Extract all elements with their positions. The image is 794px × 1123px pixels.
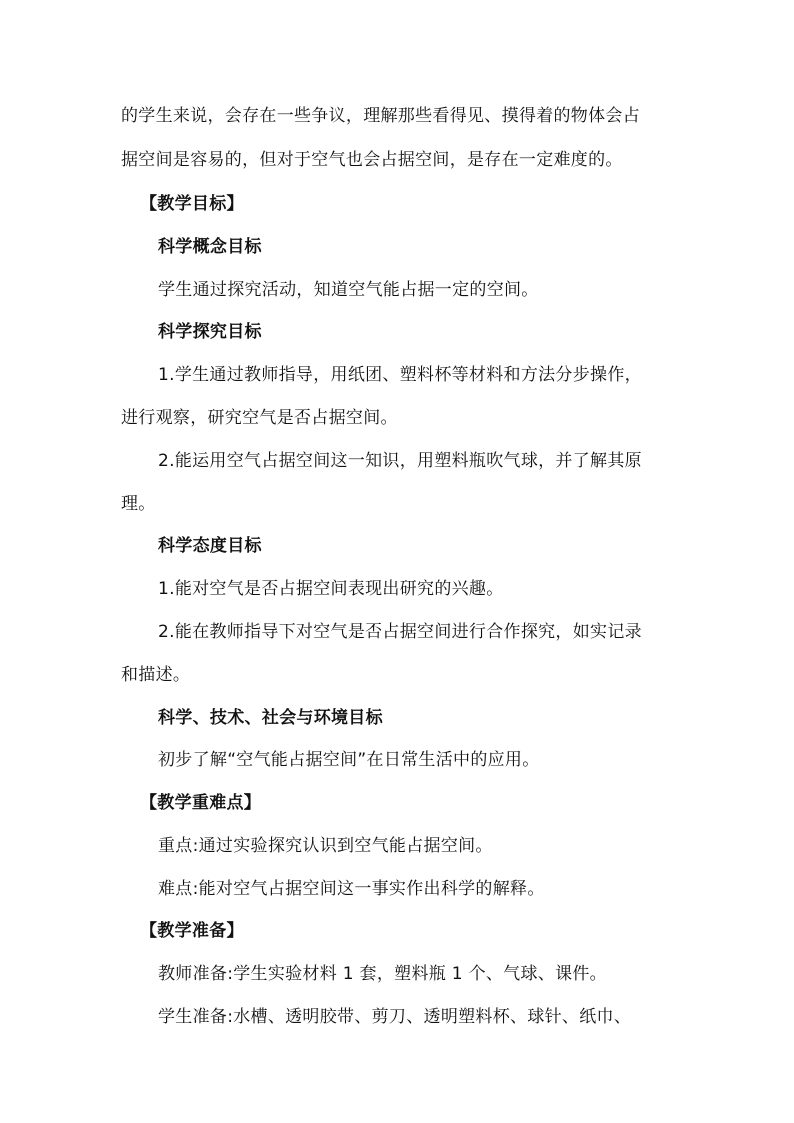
paragraph-line: 学生准备:水槽、透明胶带、剪刀、透明塑料杯、球针、纸巾、 bbox=[158, 1007, 632, 1027]
paragraph-line: 教师准备:学生实验材料 1 套，塑料瓶 1 个、气球、课件。 bbox=[158, 964, 607, 984]
paragraph-line: 进行观察，研究空气是否占据空间。 bbox=[121, 408, 398, 428]
subheading-attitude-objectives: 科学态度目标 bbox=[158, 536, 262, 556]
section-heading-teaching-objectives: 【教学目标】 bbox=[140, 194, 244, 214]
section-heading-key-points: 【教学重难点】 bbox=[140, 793, 262, 813]
paragraph-line: 初步了解“空气能占据空间”在日常生活中的应用。 bbox=[158, 750, 540, 770]
subheading-sts-objectives: 科学、技术、社会与环境目标 bbox=[158, 708, 383, 728]
subheading-inquiry-objectives: 科学探究目标 bbox=[158, 322, 262, 342]
paragraph-line: 1.学生通过教师指导，用纸团、塑料杯等材料和方法分步操作， bbox=[158, 365, 642, 385]
paragraph-line: 2.能运用空气占据空间这一知识，用塑料瓶吹气球，并了解其原 bbox=[158, 451, 642, 471]
subheading-concept-objectives: 科学概念目标 bbox=[158, 237, 262, 257]
paragraph-line: 2.能在教师指导下对空气是否占据空间进行合作探究，如实记录 bbox=[158, 622, 642, 642]
paragraph-line: 重点:通过实验探究认识到空气能占据空间。 bbox=[158, 836, 493, 856]
paragraph-line: 据空间是容易的，但对于空气也会占据空间，是存在一定难度的。 bbox=[121, 150, 623, 170]
paragraph-line: 理。 bbox=[121, 494, 156, 514]
paragraph-line: 的学生来说，会存在一些争议，理解那些看得见、摸得着的物体会占 bbox=[121, 106, 640, 126]
paragraph-line: 难点:能对空气占据空间这一事实作出科学的解释。 bbox=[158, 879, 545, 899]
section-heading-preparation: 【教学准备】 bbox=[140, 921, 244, 941]
paragraph-line: 1.能对空气是否占据空间表现出研究的兴趣。 bbox=[158, 579, 504, 599]
paragraph-line: 和描述。 bbox=[121, 665, 191, 685]
paragraph-line: 学生通过探究活动，知道空气能占据一定的空间。 bbox=[158, 280, 539, 300]
